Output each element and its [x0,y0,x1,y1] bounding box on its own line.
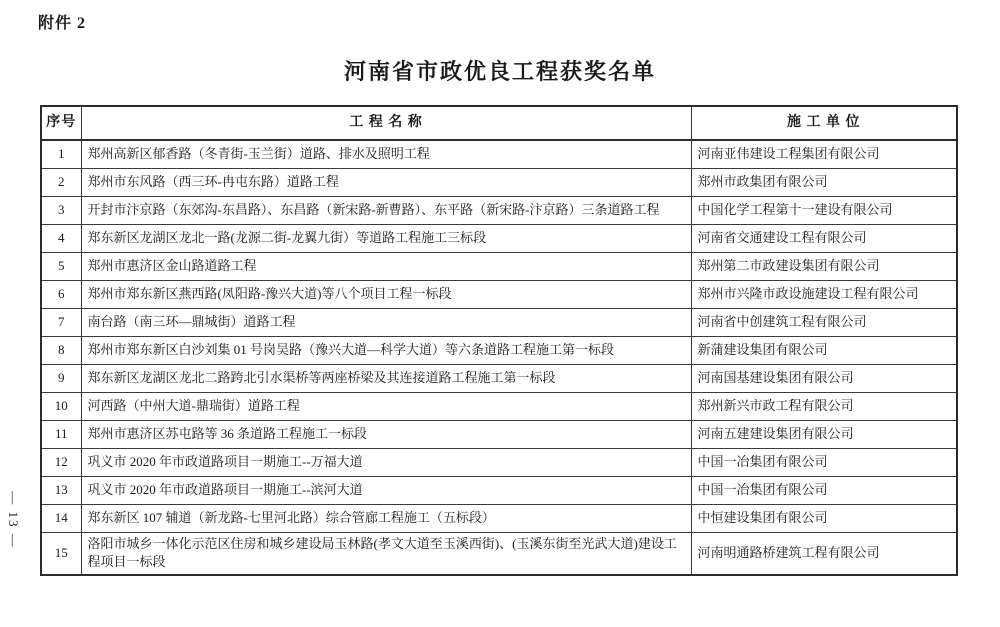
table-row [41,392,957,420]
project-name-cell: 郑东新区龙湖区龙北二路跨北引水渠桥等两座桥梁及其连接道路工程施工第一标段 [81,364,691,392]
table-row [41,336,957,364]
table-row [41,364,957,392]
row-index-cell: 2 [41,168,81,196]
page-title: 河南省市政优良工程获奖名单 [343,59,656,84]
table-row [41,420,957,448]
contractor-cell: 郑州新兴市政工程有限公司 [691,392,957,420]
contractor-cell: 河南亚伟建设工程集团有限公司 [691,140,957,168]
table-row [41,224,957,252]
header-contractor: 施 工 单 位 [691,106,957,140]
table-row [41,532,957,575]
project-name-cell: 巩义市 2020 年市政道路项目一期施工--滨河大道 [81,476,691,504]
table-body [41,140,957,575]
project-name-cell: 郑州高新区郁香路（冬青街-玉兰街）道路、排水及照明工程 [81,140,691,168]
project-name-cell: 郑东新区 107 辅道（新龙路-七里河北路）综合管廊工程施工（五标段） [81,504,691,532]
row-index-cell: 7 [41,308,81,336]
contractor-cell: 河南五建建设集团有限公司 [691,420,957,448]
table-row [41,448,957,476]
header-row [41,106,957,140]
row-index-cell: 1 [41,140,81,168]
contractor-cell: 河南省交通建设工程有限公司 [691,224,957,252]
row-index-cell: 3 [41,196,81,224]
project-name-cell: 巩义市 2020 年市政道路项目一期施工--万福大道 [81,448,691,476]
project-name-cell: 河西路（中州大道-鼎瑞街）道路工程 [81,392,691,420]
row-index-cell: 15 [41,532,81,575]
table-row [41,308,957,336]
row-index-cell: 6 [41,280,81,308]
table-row [41,140,957,168]
contractor-cell: 郑州市兴隆市政设施建设工程有限公司 [691,280,957,308]
project-name-cell: 南台路（南三环—鼎城街）道路工程 [81,308,691,336]
project-name-cell: 郑州市郑东新区燕西路(凤阳路-豫兴大道)等八个项目工程一标段 [81,280,691,308]
table-row [41,168,957,196]
contractor-cell: 郑州市政集团有限公司 [691,168,957,196]
project-name-cell: 郑州市惠济区苏屯路等 36 条道路工程施工一标段 [81,420,691,448]
contractor-cell: 河南国基建设集团有限公司 [691,364,957,392]
row-index-cell: 11 [41,420,81,448]
contractor-cell: 新蒲建设集团有限公司 [691,336,957,364]
contractor-cell: 河南省中创建筑工程有限公司 [691,308,957,336]
contractor-cell: 中国一冶集团有限公司 [691,476,957,504]
contractor-cell: 中恒建设集团有限公司 [691,504,957,532]
table-row [41,504,957,532]
contractor-cell: 郑州第二市政建设集团有限公司 [691,252,957,280]
row-index-cell: 10 [41,392,81,420]
row-index-cell: 14 [41,504,81,532]
project-name-cell: 郑州市东风路（西三环-冉屯东路）道路工程 [81,168,691,196]
row-index-cell: 8 [41,336,81,364]
awards-table [40,105,958,576]
table-row [41,476,957,504]
project-name-cell: 郑州市惠济区金山路道路工程 [81,252,691,280]
contractor-cell: 中国一冶集团有限公司 [691,448,957,476]
row-index-cell: 5 [41,252,81,280]
project-name-cell: 郑东新区龙湖区龙北一路(龙源二街-龙翼九街）等道路工程施工三标段 [81,224,691,252]
header-project-name: 工 程 名 称 [81,106,691,140]
row-index-cell: 9 [41,364,81,392]
project-name-cell: 开封市汴京路（东郊沟-东昌路）、东昌路（新宋路-新曹路）、东平路（新宋路-汴京路）三条道路工程 [81,196,691,224]
table-row [41,196,957,224]
row-index-cell: 4 [41,224,81,252]
page-number: — 13 — [6,491,21,549]
attachment-label: 附件 2 [38,15,87,32]
contractor-cell: 河南明通路桥建筑工程有限公司 [691,532,957,575]
row-index-cell: 12 [41,448,81,476]
project-name-cell: 郑州市郑东新区白沙刘集 01 号岗吴路（豫兴大道—科学大道）等六条道路工程施工第一标段 [81,336,691,364]
table-row [41,252,957,280]
table-row [41,280,957,308]
contractor-cell: 中国化学工程第十一建设有限公司 [691,196,957,224]
row-index-cell: 13 [41,476,81,504]
project-name-cell: 洛阳市城乡一体化示范区住房和城乡建设局玉林路(孝文大道至玉溪西街)、(玉溪东街至光武大道)建设工程项目一标段 [81,532,691,575]
table-header [41,106,957,140]
header-index: 序号 [41,106,81,140]
